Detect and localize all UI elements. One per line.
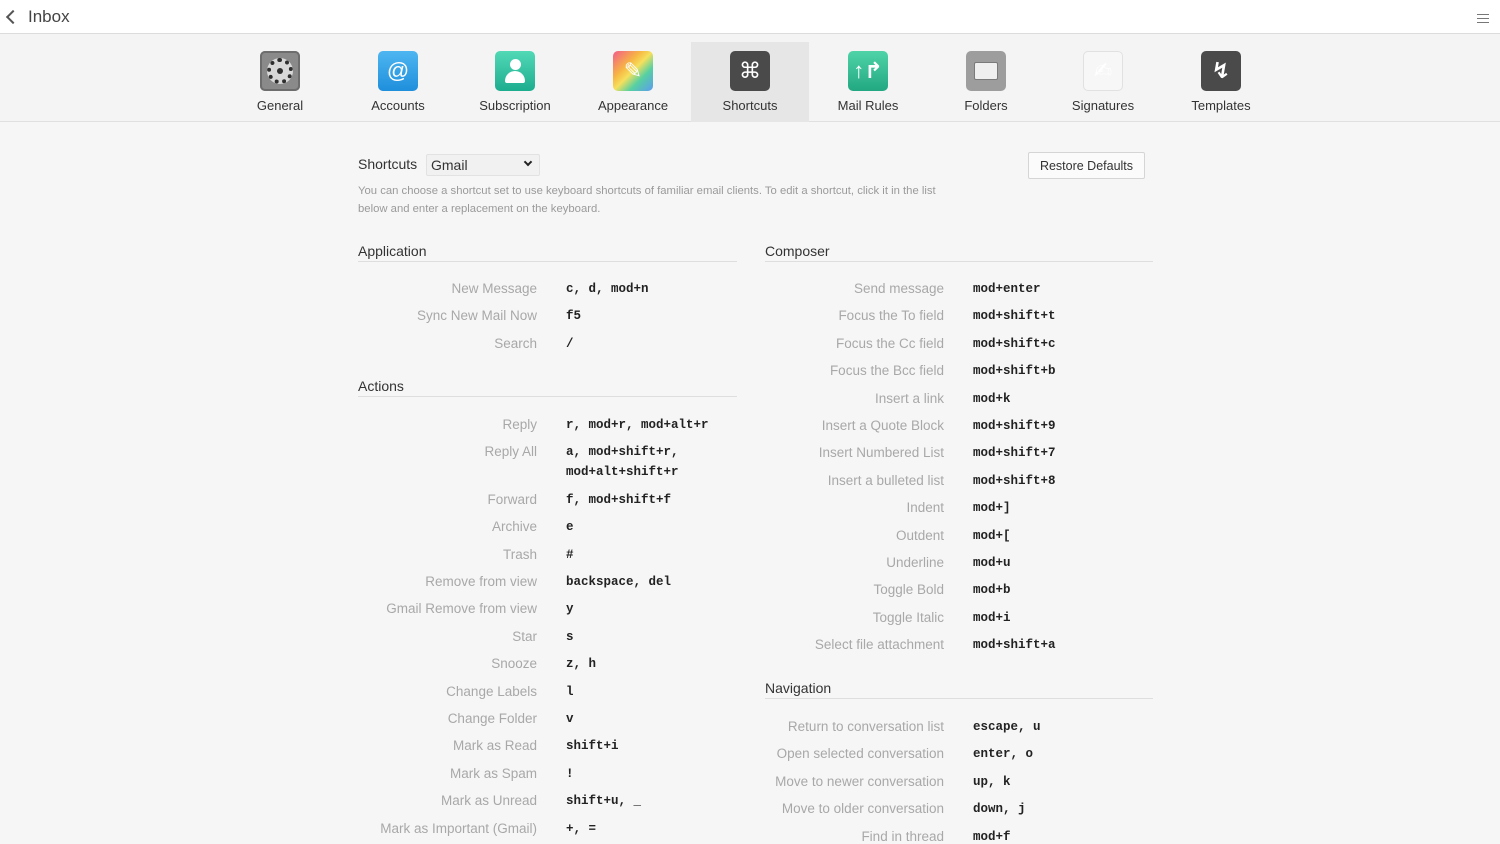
tab-signatures[interactable] <box>1044 42 1162 122</box>
chevron-left-icon <box>6 10 20 24</box>
shortcut-row[interactable] <box>764 525 1154 551</box>
tab-templates[interactable] <box>1162 42 1280 122</box>
shortcut-keys[interactable]: down, j <box>973 802 1026 817</box>
shortcut-name: Underline <box>886 555 944 570</box>
tab-appearance[interactable] <box>574 42 692 122</box>
brush-icon: ✎ <box>613 51 653 91</box>
shortcut-row[interactable] <box>357 441 747 480</box>
shortcut-name: Move to older conversation <box>781 801 944 817</box>
section-divider <box>765 698 1153 699</box>
shortcut-name: Toggle Italic <box>872 609 944 625</box>
shortcut-name: Open selected conversation <box>776 746 944 762</box>
shortcut-keys[interactable]: # <box>566 547 574 562</box>
shortcut-keys[interactable]: escape, u <box>973 720 1041 734</box>
shortcut-keys[interactable]: r, mod+r, mod+alt+r <box>566 418 709 432</box>
preferences-toolbar <box>0 34 1500 122</box>
shortcut-keys[interactable]: mod+f <box>973 829 1011 844</box>
tab-shortcuts[interactable] <box>691 42 809 122</box>
shortcut-keys[interactable]: z, h <box>566 657 597 672</box>
shortcut-name: Insert a Quote Block <box>821 418 944 433</box>
shortcut-row[interactable] <box>357 598 747 624</box>
shortcut-name: Mark as Important (Gmail) <box>380 820 537 836</box>
templates-icon: ↯ <box>1201 51 1241 91</box>
shortcut-name: Change Labels <box>446 683 537 699</box>
tab-label: Mail Rules <box>837 98 899 113</box>
shortcut-keys[interactable]: mod+enter <box>973 282 1041 296</box>
tab-label: Subscription <box>479 98 551 113</box>
shortcut-name: Toggle Bold <box>873 582 944 598</box>
tab-folders[interactable] <box>927 42 1045 122</box>
shortcut-keys[interactable]: shift+u, _ <box>566 794 642 809</box>
shortcut-keys[interactable]: backspace, del <box>566 575 672 589</box>
shortcut-name: Focus the To field <box>838 308 944 324</box>
shortcut-keys[interactable]: c, d, mod+n <box>566 282 649 296</box>
command-key-icon: ⌘ <box>730 51 770 91</box>
shortcut-set-select[interactable] <box>426 154 540 176</box>
shortcut-keys[interactable]: v <box>566 712 574 726</box>
shortcut-row[interactable] <box>764 278 1154 304</box>
mail-rules-icon: ↑↱ <box>848 51 888 91</box>
shortcut-row[interactable] <box>357 414 747 440</box>
shortcut-name: Forward <box>487 491 537 507</box>
shortcut-keys[interactable]: mod+k <box>973 391 1011 406</box>
shortcut-name: Snooze <box>491 656 537 672</box>
chevron-down-icon <box>524 158 532 166</box>
shortcut-keys[interactable]: mod+shift+7 <box>973 446 1056 461</box>
shortcut-row[interactable] <box>764 743 1154 769</box>
shortcut-keys[interactable]: mod+i <box>973 610 1011 625</box>
back-button[interactable] <box>2 2 70 32</box>
shortcut-row[interactable] <box>764 360 1154 386</box>
shortcut-row[interactable] <box>357 305 747 331</box>
shortcut-name: Star <box>512 628 537 644</box>
shortcut-name: Mark as Spam <box>449 765 537 781</box>
shortcut-row[interactable] <box>357 571 747 597</box>
gear-icon <box>260 51 300 91</box>
shortcut-keys[interactable]: mod+] <box>973 501 1011 516</box>
shortcut-name: Change Folder <box>447 711 537 726</box>
shortcut-row[interactable] <box>764 798 1154 824</box>
shortcut-row[interactable] <box>764 826 1154 844</box>
shortcut-name: Search <box>494 335 537 351</box>
shortcut-row[interactable] <box>357 653 747 679</box>
shortcut-row[interactable] <box>764 607 1154 633</box>
shortcut-row[interactable] <box>357 708 747 734</box>
tab-label: Shortcuts <box>722 98 778 113</box>
shortcut-keys[interactable]: / <box>566 336 574 351</box>
tab-label: Appearance <box>597 98 669 113</box>
shortcut-name: Focus the Cc field <box>835 335 944 351</box>
shortcut-row[interactable] <box>764 552 1154 578</box>
shortcut-row[interactable] <box>764 497 1154 523</box>
shortcut-row[interactable] <box>764 470 1154 496</box>
section-title-actions: Actions <box>358 378 404 394</box>
shortcut-keys[interactable]: mod+shift+a <box>973 638 1056 653</box>
shortcut-name: Insert Numbered List <box>818 445 944 461</box>
shortcut-keys[interactable]: a, mod+shift+r, mod+alt+shift+r <box>566 445 679 480</box>
shortcut-keys[interactable]: s <box>566 629 574 644</box>
shortcut-name: Insert a bulleted list <box>827 472 944 488</box>
person-icon <box>495 51 535 91</box>
shortcut-name: Trash <box>502 546 537 562</box>
tab-general[interactable] <box>221 42 339 122</box>
shortcut-name: Mark as Unread <box>440 793 537 809</box>
shortcut-name: Find in thread <box>861 828 944 844</box>
shortcut-keys[interactable]: up, k <box>973 774 1011 789</box>
section-title-navigation: Navigation <box>765 680 832 696</box>
shortcut-name: Move to newer conversation <box>775 773 944 789</box>
back-label: Inbox <box>28 7 70 26</box>
shortcut-row[interactable] <box>357 626 747 652</box>
hamburger-menu-icon[interactable] <box>1477 14 1489 23</box>
shortcut-row[interactable] <box>357 735 747 761</box>
shortcut-set-label: Shortcuts <box>358 156 418 172</box>
shortcut-name: Gmail Remove from view <box>386 601 537 617</box>
section-divider <box>765 261 1153 262</box>
title-bar <box>0 0 1500 34</box>
shortcut-row[interactable] <box>357 333 747 359</box>
shortcut-keys[interactable]: f, mod+shift+f <box>566 492 672 507</box>
shortcut-name: Indent <box>906 500 944 516</box>
shortcut-name: Archive <box>491 519 537 535</box>
shortcut-keys[interactable]: mod+shift+b <box>973 364 1056 379</box>
shortcut-row[interactable] <box>764 442 1154 468</box>
signature-icon: ✍ <box>1083 51 1123 91</box>
shortcut-name: New Message <box>451 281 537 296</box>
shortcut-row[interactable] <box>357 544 747 570</box>
tab-subscription[interactable] <box>456 42 574 122</box>
shortcut-keys[interactable]: f5 <box>566 309 582 324</box>
section-divider <box>358 396 737 397</box>
shortcut-keys[interactable]: mod+shift+9 <box>973 419 1056 433</box>
shortcut-keys[interactable]: mod+[ <box>973 528 1011 543</box>
shortcut-keys[interactable]: shift+i <box>566 739 619 754</box>
shortcut-row[interactable] <box>357 489 747 515</box>
section-title-application: Application <box>358 243 427 259</box>
shortcut-row[interactable] <box>357 790 747 816</box>
shortcut-row[interactable] <box>357 763 747 789</box>
shortcut-row[interactable] <box>764 579 1154 605</box>
shortcut-row[interactable] <box>764 415 1154 441</box>
at-icon: @ <box>378 51 418 91</box>
shortcut-keys[interactable]: l <box>566 684 574 699</box>
shortcut-keys[interactable]: mod+u <box>973 556 1011 570</box>
tab-label: General <box>256 98 304 113</box>
shortcut-row[interactable] <box>357 516 747 542</box>
shortcut-description: You can choose a shortcut set to use keyboard shortcuts of familiar email clients. To edit a shortcut, click it in the list below and enter a replacement on the keyboard. <box>358 185 936 215</box>
tab-label: Folders <box>964 98 1008 113</box>
shortcut-name: Return to conversation list <box>787 719 944 734</box>
shortcut-keys[interactable]: mod+shift+c <box>973 336 1056 351</box>
shortcut-row[interactable] <box>357 681 747 707</box>
tab-label: Signatures <box>1071 98 1135 113</box>
shortcut-name: Sync New Mail Now <box>416 308 537 324</box>
shortcut-name: Insert a link <box>874 390 944 406</box>
shortcut-name: Reply <box>502 417 537 432</box>
shortcut-keys[interactable]: mod+shift+t <box>973 309 1056 324</box>
shortcut-row[interactable] <box>357 818 747 844</box>
shortcuts-panel <box>0 123 1500 844</box>
shortcut-name: Send message <box>853 281 944 296</box>
shortcut-name: Mark as Read <box>452 738 537 754</box>
shortcut-keys[interactable]: ! <box>566 766 574 781</box>
shortcut-keys[interactable]: mod+b <box>973 583 1011 598</box>
section-divider <box>358 261 737 262</box>
shortcut-keys[interactable]: enter, o <box>973 747 1034 762</box>
shortcut-row[interactable] <box>764 333 1154 359</box>
shortcut-row[interactable] <box>357 278 747 304</box>
shortcut-keys[interactable]: y <box>566 602 574 617</box>
shortcut-row[interactable] <box>764 634 1154 660</box>
section-title-composer: Composer <box>765 243 830 259</box>
shortcut-name: Remove from view <box>425 574 537 589</box>
shortcut-keys[interactable]: e <box>566 520 574 535</box>
tab-mail-rules[interactable] <box>809 42 927 122</box>
shortcut-name: Outdent <box>895 527 944 543</box>
tab-accounts[interactable] <box>339 42 457 122</box>
restore-defaults-button[interactable]: Restore Defaults <box>1028 152 1145 179</box>
shortcut-name: Reply All <box>484 444 537 460</box>
tab-label: Accounts <box>371 98 425 113</box>
shortcut-keys[interactable]: +, = <box>566 821 597 836</box>
shortcut-keys[interactable]: mod+shift+8 <box>973 473 1056 488</box>
shortcut-row[interactable] <box>764 716 1154 742</box>
shortcut-row[interactable] <box>764 305 1154 331</box>
tab-label: Templates <box>1191 98 1251 113</box>
shortcut-name: Focus the Bcc field <box>829 363 944 379</box>
shortcut-set-value: Gmail <box>431 157 468 173</box>
shortcut-row[interactable] <box>764 771 1154 797</box>
shortcut-name: Select file attachment <box>814 637 944 653</box>
folder-icon <box>966 51 1006 91</box>
shortcut-row[interactable] <box>764 388 1154 414</box>
